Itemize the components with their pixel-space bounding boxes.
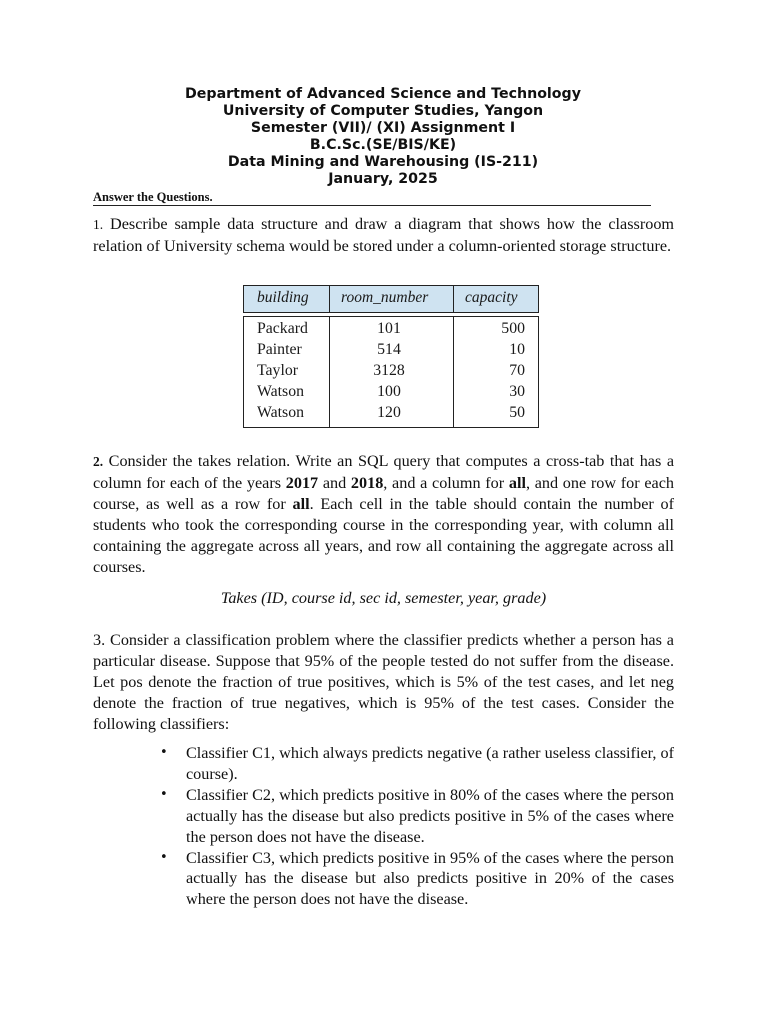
all-row-term: all (292, 494, 310, 513)
classifier-c1: Classifier C1, which always predicts negative (a rather useless classifier, of course). (186, 744, 674, 783)
year-2017: 2017 (285, 473, 319, 492)
question-1-text: Describe sample data structure and draw a diagram that shows how the classroom relation of University schema would be stored under a column-oriented storage structure. (93, 215, 674, 255)
header-department: Department of Advanced Science and Technology (185, 86, 581, 102)
question-2-text: Consider the takes relation. Write an SQL query that computes a cross-tab that has a column for each of the years (93, 452, 674, 492)
table-header-capacity: capacity (465, 289, 518, 306)
all-column-term: all (508, 473, 526, 492)
capacity-cell: 500 (501, 320, 525, 337)
classifier-list (160, 743, 674, 910)
bullet-icon: • (160, 849, 168, 865)
header-date: January, 2025 (328, 171, 438, 187)
document-header (93, 86, 673, 188)
capacity-cell: 10 (509, 341, 525, 358)
column-divider (453, 316, 454, 427)
classifier-c3: Classifier C3, which predicts positive in 95% of the cases where the person actually has the disease but also predicts positive in 20% of the cases where the person does not have the disease. (186, 848, 674, 909)
building-cell: Watson (257, 383, 304, 400)
room-number-cell: 3128 (373, 362, 405, 379)
classifier-c2: Classifier C2, which predicts positive in 80% of the cases where the person actually has the disease but also predicts positive in 5% of the cases where the person does not have the disease. (186, 785, 674, 846)
question-2-text: , and one row for each course, as well as a row for (93, 473, 674, 513)
table-header-building: building (257, 289, 309, 306)
capacity-cell: 50 (509, 404, 525, 421)
question-2-number: 2. (93, 454, 104, 469)
room-number-cell: 101 (377, 320, 401, 337)
capacity-cell: 30 (509, 383, 525, 400)
header-university: University of Computer Studies, Yangon (222, 103, 544, 119)
bullet-icon: • (160, 745, 168, 760)
bullet-icon: • (160, 786, 168, 802)
header-degree: B.C.Sc.(SE/BIS/KE) (309, 137, 457, 153)
question-2-text: . Each cell in the table should contain the number of students who took the corresponding course in the corresponding year, with column all containing the aggregate across all years, and row all containing the aggregate across all courses. (93, 494, 674, 576)
room-number-cell: 514 (377, 341, 401, 358)
question-3: 3. Consider a classification problem where the classifier predicts whether a person has a particular disease. Suppose that 95% of the people tested do not suffer from the disease. Let pos denote the fraction of true positives, which is 5% of the test cases, and let neg denote the fraction of true negatives, which is 95% of the test cases. Consider the following classifiers: (93, 631, 674, 733)
question-2 (93, 451, 674, 577)
building-cell: Taylor (257, 362, 299, 379)
building-cell: Packard (257, 320, 308, 337)
question-2-text: and (318, 473, 351, 492)
building-cell: Watson (257, 404, 304, 421)
instruction-heading: Answer the Questions. (93, 189, 651, 206)
room-number-cell: 100 (377, 383, 401, 400)
header-course: Data Mining and Warehousing (IS-211) (227, 154, 539, 170)
room-number-cell: 120 (377, 404, 401, 421)
question-1-number: 1. (93, 217, 104, 232)
header-divider (329, 285, 330, 312)
question-2-text: , and a column for (383, 473, 509, 492)
capacity-cell: 70 (509, 362, 525, 379)
header-semester: Semester (VII)/ (XI) Assignment I (250, 120, 516, 136)
year-2018: 2018 (350, 473, 384, 492)
classroom-table-figure (243, 285, 539, 428)
room-number-column (347, 318, 431, 423)
building-column (257, 318, 337, 423)
header-divider (453, 285, 454, 312)
building-cell: Painter (257, 341, 302, 358)
question-1 (93, 214, 674, 257)
table-header-room-number: room_number (341, 289, 429, 306)
list-item (160, 785, 674, 848)
list-item (160, 743, 674, 785)
capacity-column (457, 318, 525, 423)
takes-relation-schema: Takes (ID, course id, sec id, semester, year, grade) (220, 589, 547, 607)
list-item (160, 848, 674, 911)
